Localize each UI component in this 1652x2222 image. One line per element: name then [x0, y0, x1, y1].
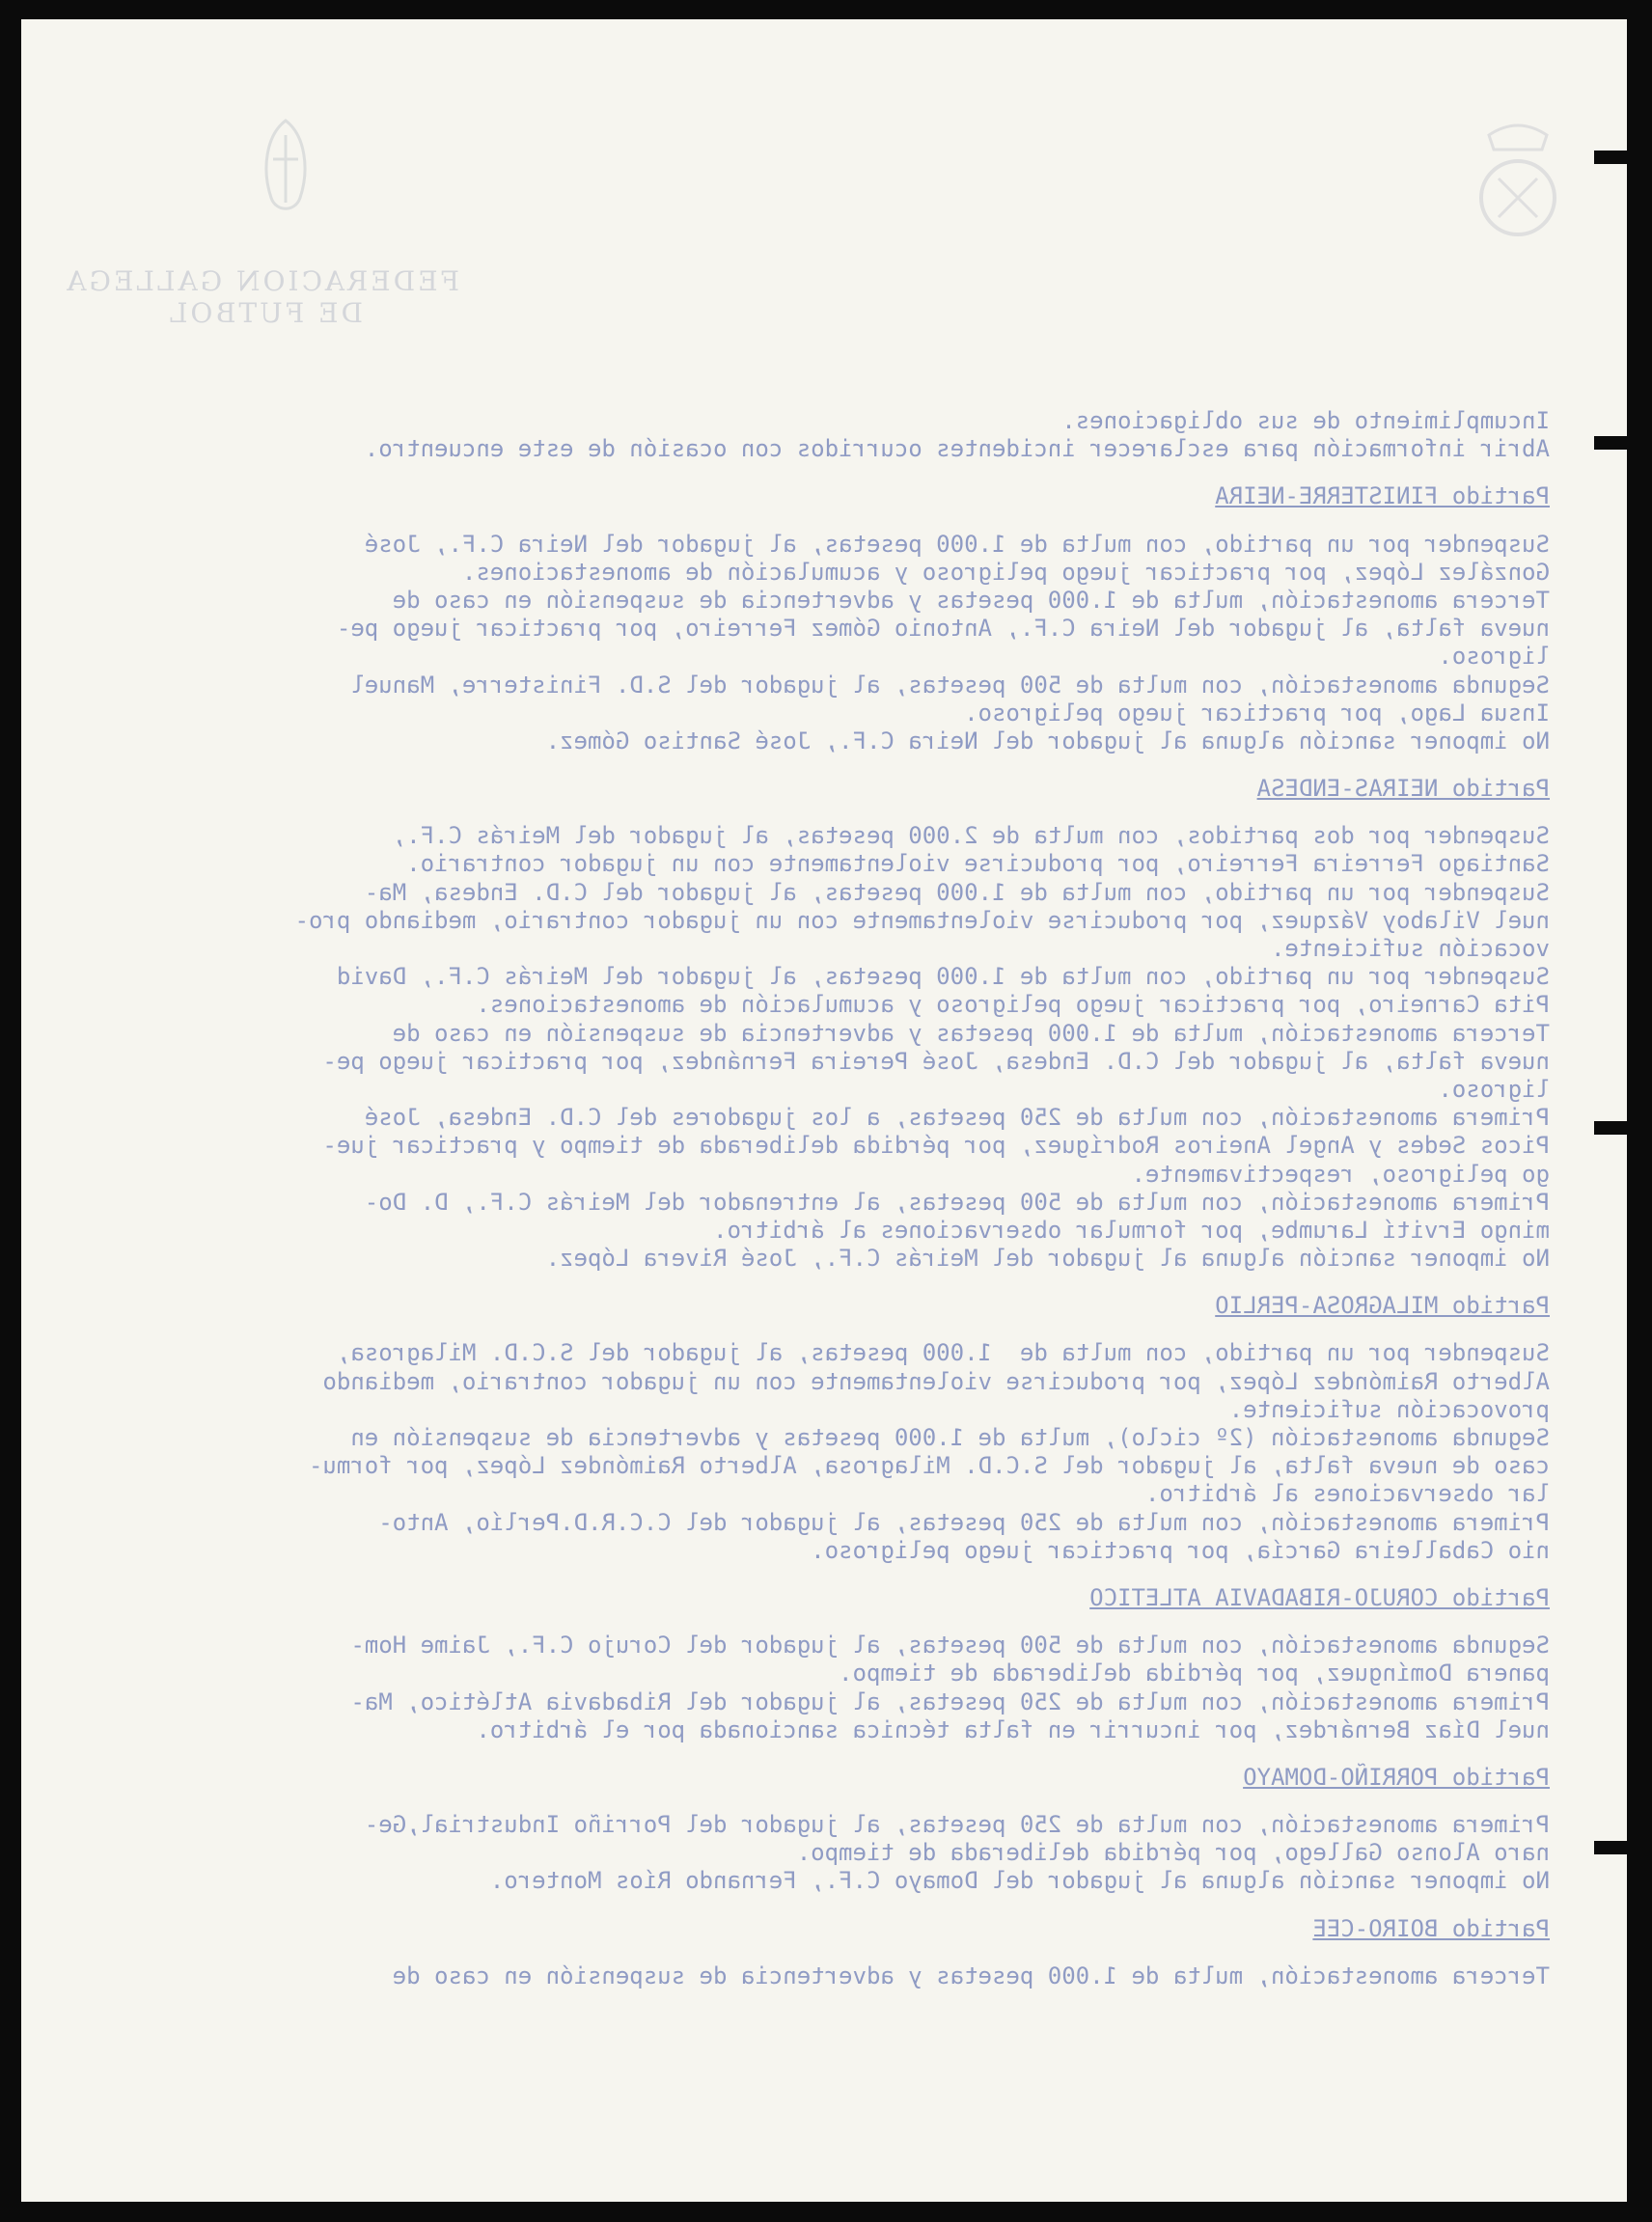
match-heading: Partido CORUJO-RIBADAVIA ATLETICO	[1089, 1583, 1550, 1611]
text-line: Primera amonestación, con multa de 250 pesetas, a los jugadores del C.D. Endesa, José	[364, 1104, 1550, 1132]
letterhead	[54, 265, 459, 329]
text-line: Tercera amonestación, multa de 1.000 pesetas y advertencia de suspensión en caso de	[392, 1019, 1550, 1047]
text-line: González López, por practicar juego peligroso y acumulación de amonestaciones.	[461, 558, 1550, 586]
text-line: No imponer sanción alguna al jugador del Neira C.F., José Santiso Gómez.	[545, 727, 1550, 754]
text-line: provocación suficiente.	[1228, 1395, 1550, 1423]
match-heading: Partido PORRIÑO-DOMAYO	[1243, 1763, 1550, 1791]
text-line: lar observaciones al árbitro.	[1144, 1480, 1550, 1508]
text-line: nueva falta, al jugador del Neira C.F., Antonio Gómez Ferreiro, por practicar juego pe-	[336, 615, 1550, 643]
section-gap	[156, 1565, 1550, 1584]
section-gap	[156, 803, 1550, 822]
text-line: Segunda amonestación, con multa de 500 pesetas, al jugador del Corujo C.F., Jaime Hom-	[350, 1632, 1550, 1660]
text-line: Picos Sedes y Angel Aneiros Rodríguez, por pérdida deliberada de tiempo y practicar jue-	[322, 1132, 1550, 1160]
text-line: Tercera amonestación, multa de 1.000 pesetas y advertencia de suspensión en caso de	[392, 586, 1550, 614]
text-line: mingo Ervití Larumbe, por formular observaciones al árbitro.	[713, 1216, 1550, 1244]
document-page	[21, 19, 1627, 2202]
mirrored-show-through	[21, 19, 1627, 2202]
section-gap	[156, 1744, 1550, 1764]
text-line: Tercera amonestación, multa de 1.000 pesetas y advertencia de suspensión en caso de	[392, 1961, 1550, 1989]
section-gap	[156, 1612, 1550, 1632]
text-line: naro Alonso Gallego, por pérdida deliberada de tiempo.	[796, 1839, 1550, 1867]
text-line: No imponer sanción alguna al jugador del Meirás C.F., José Rivera López.	[545, 1245, 1550, 1273]
match-heading: Partido FINISTERRE-NEIRA	[1215, 482, 1550, 510]
section-gap	[156, 463, 1550, 482]
text-line: Segunda amonestación (2º ciclo), multa de 1.000 pesetas y advertencia de suspensión en	[350, 1424, 1550, 1451]
text-line: Suspender por un partido, con multa de 1.000 pesetas, al jugador del Neira C.F., José	[364, 530, 1550, 558]
text-line: Santiago Ferreira Ferreiro, por producirse violentamente con un jugador contrario.	[406, 850, 1550, 878]
match-heading: Partido NEIRAS-ENDESA	[1256, 775, 1550, 803]
section-gap	[156, 1320, 1550, 1339]
text-line: Suspender por un partido, con multa de 1.000 pesetas, al jugador del C.D. Endesa, Ma-	[364, 878, 1550, 906]
letterhead-line-1: FEDERACION GALLEGA	[64, 265, 459, 297]
text-line: Primera amonestación, con multa de 250 pesetas, al jugador del Porriño Industrial,Ge-	[364, 1811, 1550, 1839]
text-line: ligroso.	[1438, 1075, 1550, 1103]
match-heading: Partido MILAGROSA-PERLIO	[1215, 1292, 1550, 1320]
section-gap	[156, 1792, 1550, 1811]
text-line: Insua Lago, por practicar juego peligroso.	[964, 699, 1550, 727]
text-line: Abrir información para esclarecer incidentes ocurridos con ocasión de este encuentro.	[364, 435, 1550, 463]
letterhead-line-2: DE FUTBOL	[166, 297, 363, 329]
section-gap	[156, 1896, 1550, 1915]
text-line: Suspender por un partido, con multa de 1.000 pesetas, al jugador del S.C.D. Milagrosa,	[336, 1339, 1550, 1367]
show-through-text	[156, 407, 1550, 1990]
match-heading: Partido BOIRO-CEE	[1312, 1914, 1550, 1942]
text-line: Suspender por dos partidos, con multa de 2.000 pesetas, al jugador del Meirás C.F.,	[392, 822, 1550, 850]
section-gap	[156, 1273, 1550, 1292]
text-line: ligroso.	[1438, 643, 1550, 671]
text-line: nueva falta, al jugador del C.D. Endesa, José Pereira Fernández, por practicar juego pe-	[322, 1047, 1550, 1075]
section-gap	[156, 511, 1550, 531]
text-line: nuel Díaz Bernárdez, por incurrir en falta técnica sancionada por el árbitro.	[476, 1715, 1550, 1743]
section-gap	[156, 1943, 1550, 1962]
text-line: nio Caballeira García, por practicar juego peligroso.	[811, 1536, 1550, 1564]
section-gap	[156, 755, 1550, 775]
text-line: go peligroso, respectivamente.	[1131, 1160, 1550, 1188]
text-line: Pita Carneiro, por practicar juego peligroso y acumulación de amonestaciones.	[476, 991, 1550, 1019]
text-line: Segunda amonestación, con multa de 500 pesetas, al jugador del S.D. Finisterre, Manuel	[350, 671, 1550, 699]
text-line: Suspender por un partido, con multa de 1.000 pesetas, al jugador del Meirás C.F., David	[336, 963, 1550, 991]
text-line: nuel Vilaboy Vázquez, por producirse violentamente con un jugador contrario, mediando pro-	[294, 906, 1550, 934]
text-line: Primera amonestación, con multa de 250 pesetas, al jugador del Ribadavia Atlético, Ma-	[350, 1687, 1550, 1715]
text-line: panera Domínguez, por pérdida deliberada de tiempo.	[839, 1660, 1550, 1687]
text-line: Primera amonestación, con multa de 250 pesetas, al jugador del C.C.R.D.Perlío, Anto-	[378, 1508, 1550, 1536]
text-line: vocación suficiente.	[1271, 935, 1550, 962]
crest-icon	[1465, 116, 1571, 251]
text-line: Alberto Raimóndez López, por producirse violentamente con un jugador contrario, mediando	[322, 1367, 1550, 1395]
text-line: Incumplimiento de sus obligaciones.	[1061, 407, 1550, 434]
text-line: No imponer sanción alguna al jugador del Domayo C.F., Fernando Ríos Montero.	[489, 1867, 1550, 1895]
federation-emblem-icon	[252, 116, 319, 222]
text-line: Primera amonestación, con multa de 500 pesetas, al entrenador del Meirás C.F., D. Do-	[364, 1188, 1550, 1216]
text-line: caso de nueva falta, al jugador del S.C.D. Milagrosa, Alberto Raimóndez López, por formu-	[309, 1452, 1550, 1480]
